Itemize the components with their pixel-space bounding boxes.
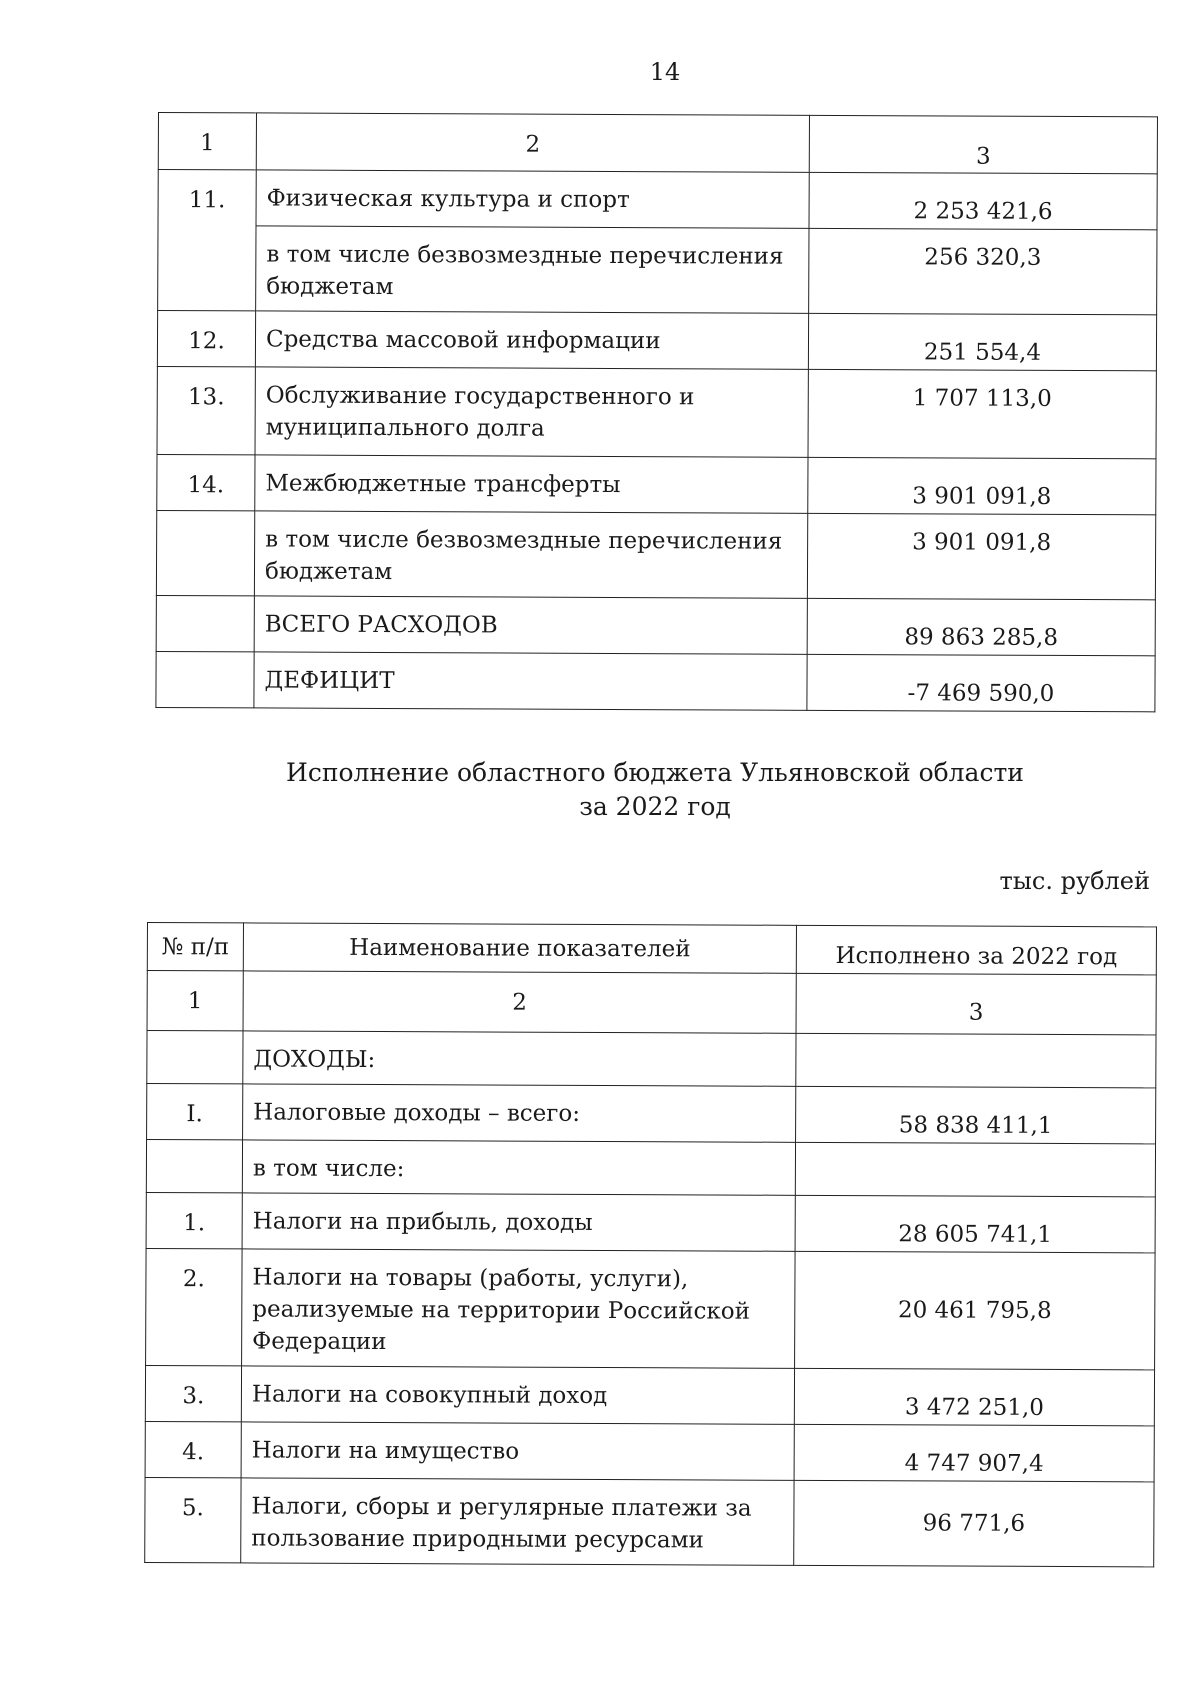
row-name: Обслуживание государственного и муниципального долга: [255, 367, 808, 457]
row-name: Налоговые доходы – всего:: [243, 1084, 796, 1142]
row-number: [156, 510, 254, 595]
table-row: [156, 510, 1155, 599]
row-value: 3 472 251,0: [794, 1368, 1154, 1426]
table-row: [146, 1140, 1155, 1197]
table-row: [147, 1084, 1156, 1144]
column-number-3: 3: [796, 973, 1156, 1035]
section-title-line2: за 2022 год: [579, 792, 731, 821]
row-value: 58 838 411,1: [796, 1086, 1156, 1144]
row-number: 3.: [145, 1365, 241, 1421]
row-value: 251 554,4: [808, 313, 1156, 371]
row-value: 28 605 741,1: [795, 1195, 1155, 1253]
row-name: Налоги на имущество: [241, 1422, 794, 1480]
column-number-1: 1: [147, 971, 243, 1031]
table-row: [147, 1031, 1156, 1088]
row-name: в том числе безвозмездные перечисления бюджетам: [256, 226, 809, 313]
column-number-2: 2: [256, 113, 809, 172]
table-row: [157, 311, 1156, 371]
table-row: [145, 1477, 1154, 1566]
row-name: в том числе безвозмездные перечисления бюджетам: [254, 511, 807, 598]
row-name: Налоги на прибыль, доходы: [242, 1193, 795, 1251]
row-value: 96 771,6: [794, 1480, 1154, 1567]
row-number: 13.: [157, 366, 255, 454]
row-value: [796, 1033, 1156, 1088]
column-number-1: 1: [158, 113, 256, 170]
row-value: 3 901 091,8: [807, 513, 1155, 600]
row-number: [146, 1140, 242, 1193]
section-title-line1: Исполнение областного бюджета Ульяновской области: [286, 758, 1024, 787]
row-number: 1.: [146, 1192, 242, 1248]
table-row: [158, 226, 1157, 315]
total-expenditure-row: [156, 595, 1155, 655]
expenditure-table: [155, 112, 1158, 712]
row-number: I.: [147, 1084, 243, 1140]
row-name: в том числе:: [242, 1140, 795, 1195]
row-name: ВСЕГО РАСХОДОВ: [254, 596, 807, 654]
section-title: [240, 756, 1070, 824]
row-value: 3 901 091,8: [808, 457, 1156, 515]
row-number: 4.: [145, 1421, 241, 1477]
row-number: [147, 1031, 243, 1084]
row-number: [156, 651, 254, 707]
table-row: [145, 1421, 1154, 1481]
row-name: Налоги на товары (работы, услуги), реализуемые на территории Российской Федерации: [242, 1249, 796, 1368]
row-name: Физическая культура и спорт: [256, 170, 809, 228]
column-number-2: 2: [243, 971, 796, 1033]
table-row: [146, 1248, 1156, 1369]
row-number: 2.: [146, 1248, 243, 1365]
row-value: 20 461 795,8: [795, 1251, 1156, 1370]
table-row: [146, 1192, 1155, 1252]
table-row: [157, 366, 1156, 458]
header-executed: Исполнено за 2022 год: [796, 925, 1156, 975]
row-number: 14.: [157, 454, 255, 510]
row-value: [795, 1142, 1155, 1197]
column-number-row: [147, 971, 1156, 1035]
row-number: [156, 595, 254, 651]
table-header-row: [147, 923, 1156, 975]
table-row: [145, 1365, 1154, 1425]
column-number-row: [158, 113, 1157, 174]
table-row: [158, 170, 1157, 230]
row-name: Налоги, сборы и регулярные платежи за пользование природными ресурсами: [241, 1478, 794, 1565]
row-number: 11.: [158, 170, 257, 311]
budget-execution-table: [144, 922, 1157, 1567]
row-value: 256 320,3: [809, 228, 1157, 315]
column-number-3: 3: [809, 115, 1157, 174]
row-name: ДЕФИЦИТ: [254, 652, 807, 710]
header-number: № п/п: [147, 923, 243, 971]
row-name: Налоги на совокупный доход: [241, 1366, 794, 1424]
header-name: Наименование показателей: [243, 923, 796, 973]
units-label: тыс. рублей: [999, 867, 1150, 895]
row-name: Межбюджетные трансферты: [255, 455, 808, 513]
row-value: 4 747 907,4: [794, 1424, 1154, 1482]
row-name: ДОХОДЫ:: [243, 1031, 796, 1086]
row-value: 2 253 421,6: [809, 172, 1157, 230]
table-row: [157, 454, 1156, 514]
row-number: 5.: [145, 1477, 241, 1562]
page-number: 14: [649, 58, 681, 86]
row-value: -7 469 590,0: [807, 654, 1155, 712]
row-value: 1 707 113,0: [808, 369, 1156, 459]
row-name: Средства массовой информации: [255, 311, 808, 369]
deficit-row: [156, 651, 1155, 711]
row-number: 12.: [157, 311, 255, 367]
row-value: 89 863 285,8: [807, 598, 1155, 656]
